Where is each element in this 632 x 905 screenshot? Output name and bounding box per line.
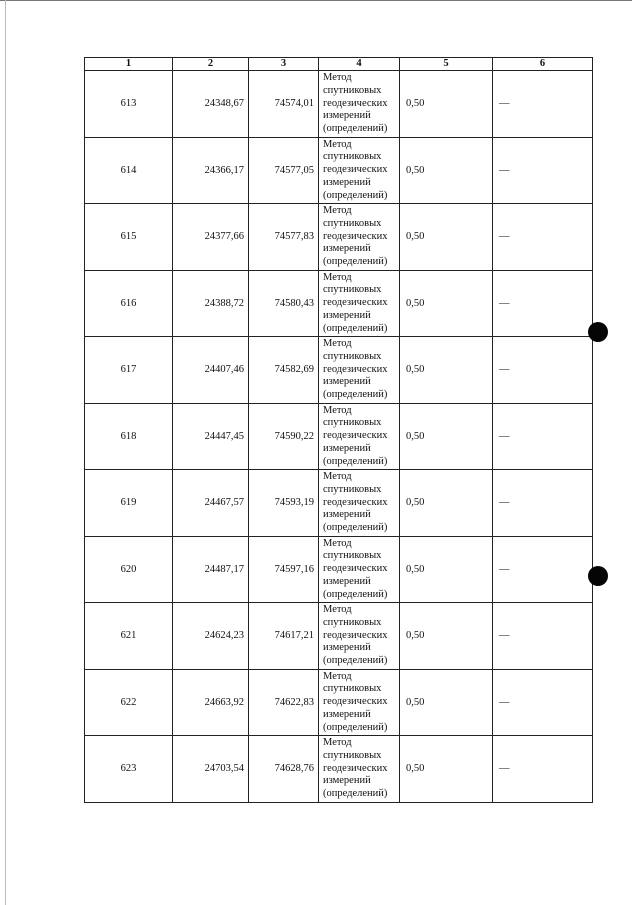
point-number: 623 bbox=[85, 736, 173, 803]
accuracy-value: 0,50 bbox=[400, 603, 493, 670]
method-line: спутниковых bbox=[323, 550, 382, 562]
method-line: геодезических bbox=[323, 563, 388, 575]
coord-x: 24377,66 bbox=[173, 204, 249, 271]
accuracy-value: 0,50 bbox=[400, 403, 493, 470]
method-line: измерений bbox=[323, 376, 371, 388]
method-line: Метод bbox=[323, 205, 352, 216]
method-line: Метод bbox=[323, 604, 352, 615]
accuracy-value: 0,50 bbox=[400, 669, 493, 736]
method-cell bbox=[319, 536, 400, 603]
coord-x: 24348,67 bbox=[173, 71, 249, 138]
table-row bbox=[85, 536, 593, 603]
method-line: Метод bbox=[323, 471, 352, 482]
page-left-edge bbox=[5, 0, 6, 905]
coord-y: 74628,76 bbox=[249, 736, 319, 803]
coord-y: 74622,83 bbox=[249, 669, 319, 736]
point-number: 620 bbox=[85, 536, 173, 603]
method-line: измерений bbox=[323, 243, 371, 255]
point-number: 621 bbox=[85, 603, 173, 670]
method-line: Метод bbox=[323, 138, 352, 150]
method-line: геодезических bbox=[323, 629, 388, 641]
method-line: геодезических bbox=[323, 164, 388, 176]
method-line: геодезических bbox=[323, 496, 388, 508]
header-col-3: 3 bbox=[249, 58, 319, 71]
method-line: геодезических bbox=[323, 430, 388, 442]
table-row bbox=[85, 337, 593, 404]
method-cell bbox=[319, 470, 400, 537]
method-line: геодезических bbox=[323, 97, 388, 109]
coord-x: 24487,17 bbox=[173, 536, 249, 603]
table-row bbox=[85, 270, 593, 337]
method-line: Метод bbox=[323, 271, 352, 283]
method-line: спутниковых bbox=[323, 151, 382, 163]
accuracy-value: 0,50 bbox=[400, 470, 493, 537]
method-line: Метод bbox=[323, 537, 352, 549]
coord-y: 74582,69 bbox=[249, 337, 319, 404]
method-line: (определений) bbox=[323, 655, 388, 667]
table-row bbox=[85, 137, 593, 204]
method-line: (определений) bbox=[323, 389, 388, 401]
coord-y: 74590,22 bbox=[249, 403, 319, 470]
method-line: измерений bbox=[323, 642, 371, 654]
header-col-5: 5 bbox=[400, 58, 493, 71]
point-number: 614 bbox=[85, 137, 173, 204]
note-value: — bbox=[493, 403, 593, 470]
method-line: спутниковых bbox=[323, 483, 382, 495]
method-line: (определений) bbox=[323, 522, 388, 534]
punch-hole bbox=[588, 566, 608, 586]
point-number: 622 bbox=[85, 669, 173, 736]
note-value: — bbox=[493, 71, 593, 138]
note-value: — bbox=[493, 536, 593, 603]
header-col-4: 4 bbox=[319, 58, 400, 71]
note-value: — bbox=[493, 736, 593, 803]
method-line: измерений bbox=[323, 708, 371, 720]
table-row bbox=[85, 204, 593, 271]
accuracy-value: 0,50 bbox=[400, 204, 493, 271]
table-header-row bbox=[85, 58, 593, 71]
method-cell bbox=[319, 137, 400, 204]
method-line: спутниковых bbox=[323, 417, 382, 429]
method-cell bbox=[319, 669, 400, 736]
method-line: Метод bbox=[323, 338, 352, 349]
coord-x: 24388,72 bbox=[173, 270, 249, 337]
method-line: геодезических bbox=[323, 297, 388, 309]
coord-x: 24407,46 bbox=[173, 337, 249, 404]
accuracy-value: 0,50 bbox=[400, 536, 493, 603]
method-line: (определений) bbox=[323, 322, 388, 334]
accuracy-value: 0,50 bbox=[400, 137, 493, 204]
method-line: спутниковых bbox=[323, 84, 382, 96]
coord-y: 74574,01 bbox=[249, 71, 319, 138]
note-value: — bbox=[493, 204, 593, 271]
method-line: (определений) bbox=[323, 455, 388, 467]
note-value: — bbox=[493, 270, 593, 337]
method-line: спутниковых bbox=[323, 616, 382, 628]
accuracy-value: 0,50 bbox=[400, 736, 493, 803]
coord-x: 24366,17 bbox=[173, 137, 249, 204]
method-line: Метод bbox=[323, 737, 352, 748]
coord-y: 74577,05 bbox=[249, 137, 319, 204]
point-number: 619 bbox=[85, 470, 173, 537]
coord-x: 24703,54 bbox=[173, 736, 249, 803]
method-cell bbox=[319, 603, 400, 670]
method-line: геодезических bbox=[323, 696, 388, 708]
method-line: спутниковых bbox=[323, 683, 382, 695]
coord-x: 24467,57 bbox=[173, 470, 249, 537]
table-row bbox=[85, 470, 593, 537]
coord-x: 24624,23 bbox=[173, 603, 249, 670]
accuracy-value: 0,50 bbox=[400, 270, 493, 337]
method-cell bbox=[319, 736, 400, 803]
coord-y: 74577,83 bbox=[249, 204, 319, 271]
method-line: геодезических bbox=[323, 363, 388, 375]
method-line: измерений bbox=[323, 575, 371, 587]
table-row bbox=[85, 403, 593, 470]
method-line: (определений) bbox=[323, 588, 388, 600]
point-number: 616 bbox=[85, 270, 173, 337]
coord-y: 74617,21 bbox=[249, 603, 319, 670]
method-line: измерений bbox=[323, 775, 371, 787]
note-value: — bbox=[493, 603, 593, 670]
method-line: измерений bbox=[323, 309, 371, 321]
point-number: 617 bbox=[85, 337, 173, 404]
method-line: измерений bbox=[323, 176, 371, 188]
table-row bbox=[85, 71, 593, 138]
method-line: (определений) bbox=[323, 256, 388, 268]
method-line: спутниковых bbox=[323, 350, 382, 362]
method-line: (определений) bbox=[323, 189, 388, 201]
note-value: — bbox=[493, 669, 593, 736]
coord-y: 74597,16 bbox=[249, 536, 319, 603]
table-row bbox=[85, 603, 593, 670]
table-row bbox=[85, 669, 593, 736]
method-line: Метод bbox=[323, 404, 352, 416]
method-line: Метод bbox=[323, 670, 352, 682]
method-cell bbox=[319, 204, 400, 271]
method-line: геодезических bbox=[323, 230, 388, 242]
coord-x: 24447,45 bbox=[173, 403, 249, 470]
point-number: 613 bbox=[85, 71, 173, 138]
table-row bbox=[85, 736, 593, 803]
accuracy-value: 0,50 bbox=[400, 337, 493, 404]
note-value: — bbox=[493, 470, 593, 537]
header-col-2: 2 bbox=[173, 58, 249, 71]
method-line: (определений) bbox=[323, 788, 388, 800]
header-col-6: 6 bbox=[493, 58, 593, 71]
method-line: (определений) bbox=[323, 721, 388, 733]
punch-hole bbox=[588, 322, 608, 342]
method-line: измерений bbox=[323, 110, 371, 122]
method-line: (определений) bbox=[323, 123, 388, 135]
note-value: — bbox=[493, 137, 593, 204]
method-cell bbox=[319, 71, 400, 138]
coord-x: 24663,92 bbox=[173, 669, 249, 736]
method-line: Метод bbox=[323, 72, 352, 83]
method-line: спутниковых bbox=[323, 284, 382, 296]
accuracy-value: 0,50 bbox=[400, 71, 493, 138]
coordinates-table bbox=[84, 57, 593, 803]
header-col-1: 1 bbox=[85, 58, 173, 71]
method-cell bbox=[319, 270, 400, 337]
method-cell bbox=[319, 337, 400, 404]
point-number: 615 bbox=[85, 204, 173, 271]
method-line: спутниковых bbox=[323, 217, 382, 229]
page-top-edge bbox=[0, 0, 632, 3]
note-value: — bbox=[493, 337, 593, 404]
coord-y: 74580,43 bbox=[249, 270, 319, 337]
method-line: измерений bbox=[323, 442, 371, 454]
method-line: спутниковых bbox=[323, 749, 382, 761]
method-line: геодезических bbox=[323, 762, 388, 774]
coord-y: 74593,19 bbox=[249, 470, 319, 537]
point-number: 618 bbox=[85, 403, 173, 470]
method-line: измерений bbox=[323, 509, 371, 521]
method-cell bbox=[319, 403, 400, 470]
